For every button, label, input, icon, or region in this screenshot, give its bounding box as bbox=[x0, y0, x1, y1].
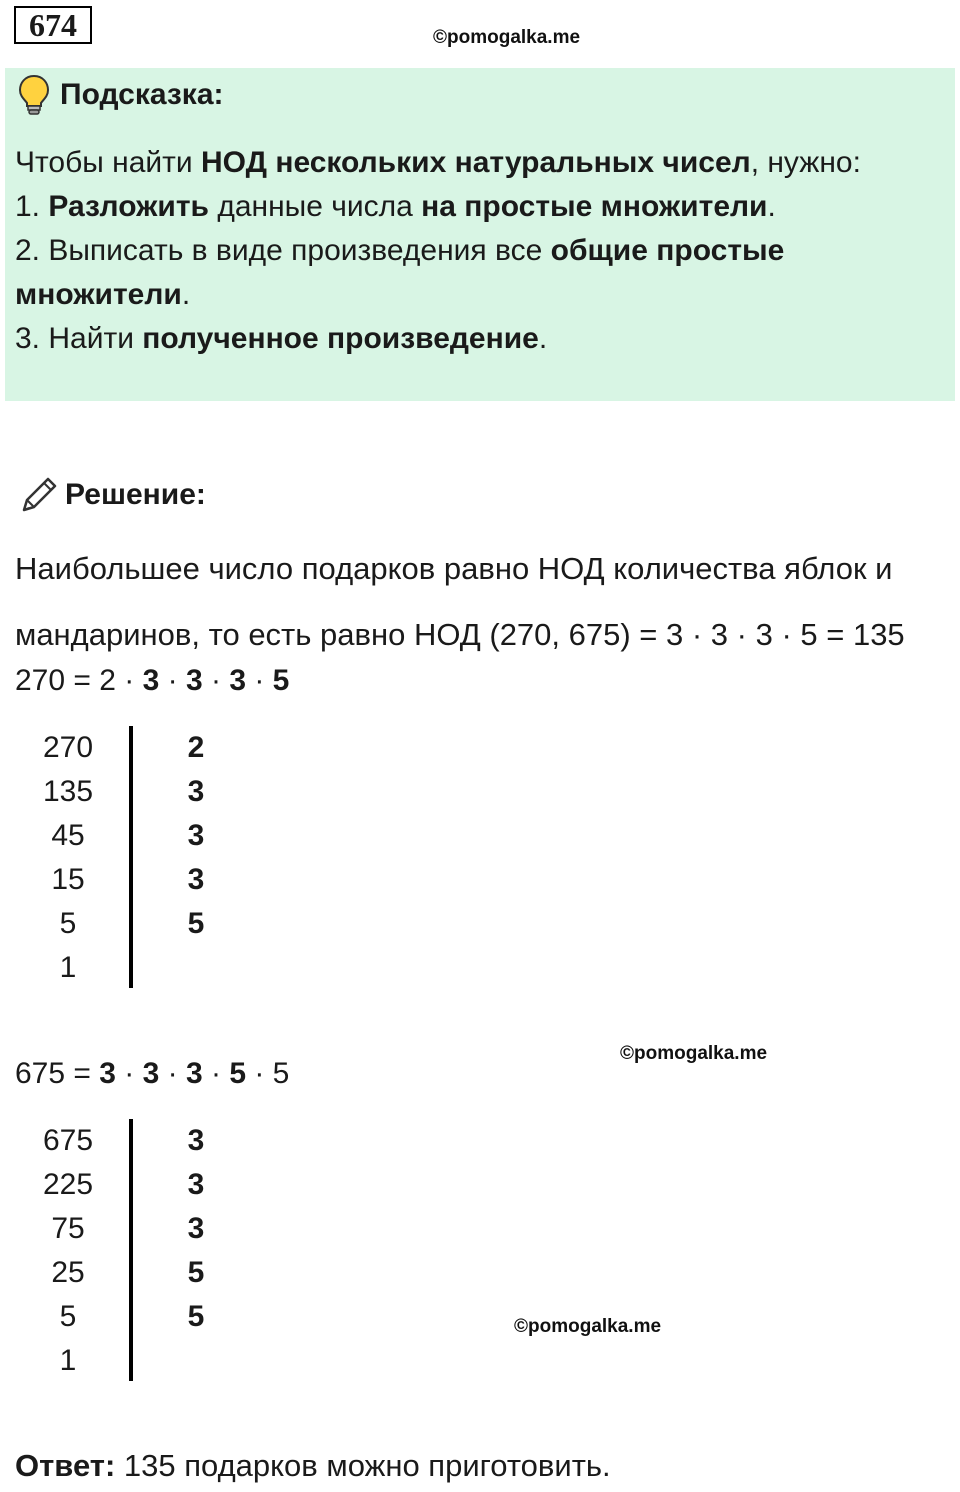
table-number: 270 bbox=[42, 731, 94, 764]
solution-title: Решение: bbox=[65, 478, 206, 511]
table-number: 45 bbox=[51, 819, 85, 852]
divisors-270 bbox=[176, 726, 216, 946]
table-divisor: 3 bbox=[187, 775, 205, 808]
table-divisor: 3 bbox=[187, 1168, 205, 1201]
division-table-270 bbox=[13, 726, 123, 990]
table-number: 75 bbox=[51, 1212, 85, 1245]
table-number: 1 bbox=[59, 951, 77, 984]
answer-text: 135 подарков можно приготовить. bbox=[115, 1448, 611, 1483]
table-divisor: 3 bbox=[187, 863, 205, 896]
division-line bbox=[129, 726, 133, 988]
hint-line-3: 2. Выписать в виде произведения все общие простые множители. bbox=[15, 234, 785, 311]
hint-text bbox=[15, 141, 945, 361]
table-divisor: 5 bbox=[187, 1300, 205, 1333]
table-number: 135 bbox=[42, 775, 94, 808]
watermark: ©pomogalka.me bbox=[433, 27, 581, 48]
table-divisor: 5 bbox=[187, 1256, 205, 1289]
divisors-675 bbox=[176, 1119, 216, 1339]
hint-line-2: 1. Разложить данные числа на простые множители. bbox=[15, 190, 776, 223]
table-divisor: 3 bbox=[187, 819, 205, 852]
problem-number: 674 bbox=[14, 6, 92, 44]
answer-label: Ответ: bbox=[15, 1448, 116, 1483]
solution-text bbox=[15, 536, 950, 668]
watermark-mid: ©pomogalka.me bbox=[620, 1043, 768, 1064]
hint-line-1: Чтобы найти НОД нескольких натуральных чисел, нужно: bbox=[15, 146, 861, 179]
answer bbox=[15, 1448, 611, 1484]
division-line bbox=[129, 1119, 133, 1381]
table-divisor: 3 bbox=[187, 1212, 205, 1245]
lightbulb-icon bbox=[18, 74, 50, 116]
table-divisor: 5 bbox=[187, 907, 205, 940]
pencil-icon bbox=[18, 474, 60, 516]
division-table-675 bbox=[13, 1119, 123, 1383]
table-number: 5 bbox=[59, 1300, 77, 1333]
table-number: 25 bbox=[51, 1256, 85, 1289]
table-number: 675 bbox=[42, 1124, 94, 1157]
table-number: 225 bbox=[42, 1168, 94, 1201]
hint-line-4: 3. Найти полученное произведение. bbox=[15, 322, 548, 355]
factorization-270: 270 = 2 · 3 · 3 · 3 · 5 bbox=[15, 664, 290, 697]
solution-line-1: Наибольшее число подарков равно НОД количества яблок и bbox=[15, 551, 893, 586]
factorization-675: 675 = 3 · 3 · 3 · 5 · 5 bbox=[15, 1057, 290, 1090]
table-number: 15 bbox=[51, 863, 85, 896]
table-divisor: 3 bbox=[187, 1124, 205, 1157]
solution-line-2: мандаринов, то есть равно НОД (270, 675) = 3 · 3 · 3 · 5 = 135 bbox=[15, 617, 905, 652]
table-number: 5 bbox=[59, 907, 77, 940]
watermark-low: ©pomogalka.me bbox=[514, 1316, 662, 1337]
table-number: 1 bbox=[59, 1344, 77, 1377]
hint-title: Подсказка: bbox=[60, 78, 224, 111]
table-divisor: 2 bbox=[187, 731, 205, 764]
